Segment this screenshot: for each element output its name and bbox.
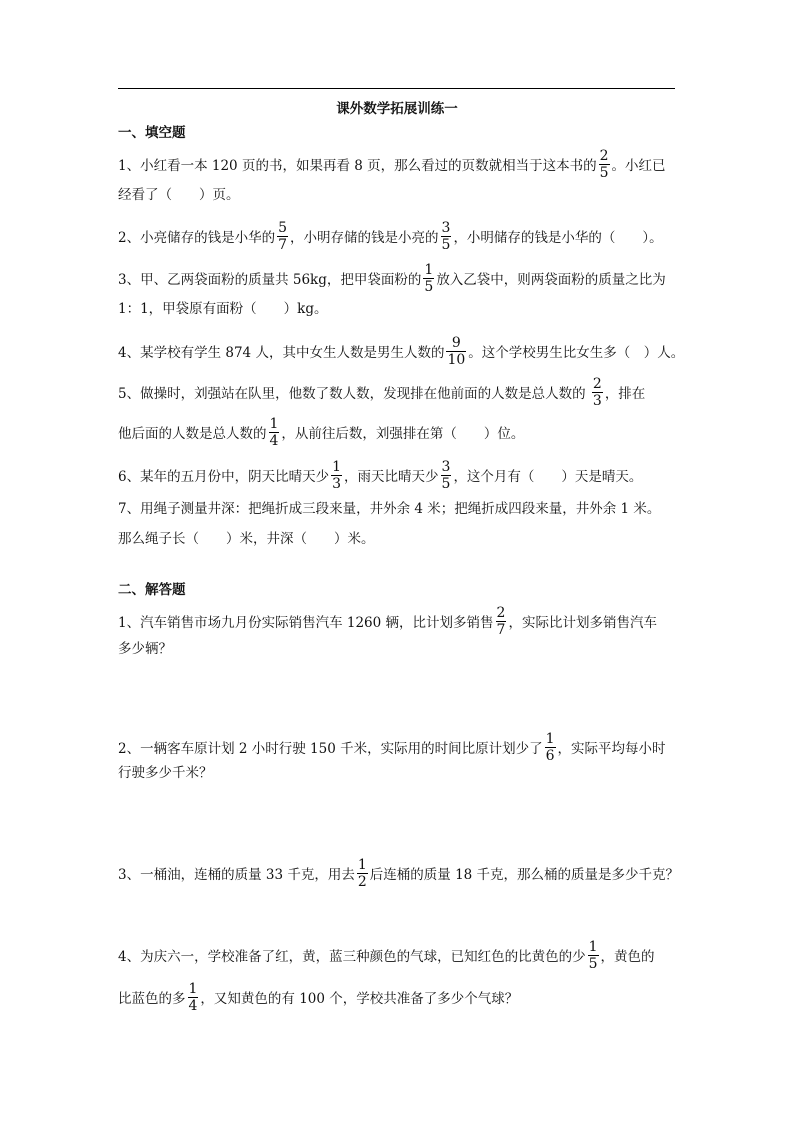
solve-q1-line1: 1、汽车销售市场九月份实际销售汽车 1260 辆，比计划多销售 $\frac{2}{7}$ ，实际比计划多销售汽车 — [118, 605, 657, 638]
fraction: $\frac{2}{3}$ — [592, 376, 602, 409]
fill-q1-line1: 1、小红看一本 120 页的书，如果再看 8 页，那么看过的页数就相当于这本书的 $\frac{2}{5}$ 。小红已 — [118, 148, 666, 181]
fraction: $\frac{1}{5}$ — [424, 262, 434, 295]
fill-q7-line1: 7、用绳子测量井深：把绳折成三段来量，井外余 4 米；把绳折成四段来量，井外余 1 米。 — [118, 501, 661, 517]
fraction: $\frac{1}{6}$ — [545, 731, 555, 764]
solve-q2-line2: 行驶多少千米？ — [118, 765, 213, 781]
solve-q4-line1: 4、为庆六一，学校准备了红，黄，蓝三种颜色的气球，已知红色的比黄色的少 $\frac{1}{5}$ ，黄色的 — [118, 939, 655, 972]
fill-q3-line1: 3、甲、乙两袋面粉的质量共 56kg，把甲袋面粉的 $\frac{1}{5}$ 放入乙袋中，则两袋面粉的质量之比为 — [118, 262, 666, 295]
fill-q4-line1: 4、某学校有学生 874 人，其中女生人数是男生人数的 $\frac{9}{10}$ 。这个学校男生比女生多（ ）人。 — [118, 335, 685, 368]
fraction: $\frac{9}{10}$ — [447, 335, 466, 368]
fraction: $\frac{1}{2}$ — [357, 857, 367, 890]
solve-q2-line1: 2、一辆客车原计划 2 小时行驶 150 千米，实际用的时间比原计划少了 $\frac{1}{6}$ ，实际平均每小时 — [118, 731, 666, 764]
fill-q2-line1: 2、小亮储存的钱是小华的 $\frac{5}{7}$ ，小明存储的钱是小亮的 $\frac{3}{5}$ ，小明储存的钱是小华的（ ）。 — [118, 220, 663, 253]
fill-q5-line2: 他后面的人数是总人数的 $\frac{1}{4}$ ，从前往后数，刘强排在第（ ）位。 — [118, 416, 525, 449]
fraction: $\frac{5}{7}$ — [278, 220, 288, 253]
solve-q4-line2: 比蓝色的多 $\frac{1}{4}$ ，又知黄色的有 100 个，学校共准备了多少个气球？ — [118, 981, 519, 1014]
fill-q3-line2: 1：1，甲袋原有面粉（ ）kg。 — [118, 301, 328, 317]
fill-q5-line1: 5、做操时，刘强站在队里，他数了数人数，发现排在他前面的人数是总人数的 $\frac{2}{3}$ ，排在 — [118, 376, 646, 409]
fill-q7-line2: 那么绳子长（ ）米，井深（ ）米。 — [118, 531, 375, 547]
section-heading-fill: 一、填空题 — [118, 125, 186, 141]
header-rule — [118, 88, 675, 89]
fraction: $\frac{3}{5}$ — [441, 459, 451, 492]
fill-q6-line1: 6、某年的五月份中，阴天比晴天少 $\frac{1}{3}$ ，雨天比晴天少 $\frac{3}{5}$ ，这个月有（ ）天是晴天。 — [118, 459, 643, 492]
fraction: $\frac{2}{7}$ — [496, 605, 506, 638]
fraction: $\frac{1}{4}$ — [269, 416, 279, 449]
fraction: $\frac{1}{4}$ — [188, 981, 198, 1014]
fraction: $\frac{2}{5}$ — [599, 148, 609, 181]
solve-q1-line2: 多少辆？ — [118, 641, 172, 657]
page-title: 课外数学拓展训练一 — [336, 101, 458, 117]
fraction: $\frac{1}{3}$ — [332, 459, 342, 492]
fill-q1-line2: 经看了（ ）页。 — [118, 187, 240, 203]
solve-q3-line1: 3、一桶油，连桶的质量 33 千克，用去 $\frac{1}{2}$ 后连桶的质量 18 千克，那么桶的质量是多少千克？ — [118, 857, 680, 890]
section-heading-solve: 二、解答题 — [118, 582, 186, 598]
fraction: $\frac{3}{5}$ — [441, 220, 451, 253]
fraction: $\frac{1}{5}$ — [588, 939, 598, 972]
